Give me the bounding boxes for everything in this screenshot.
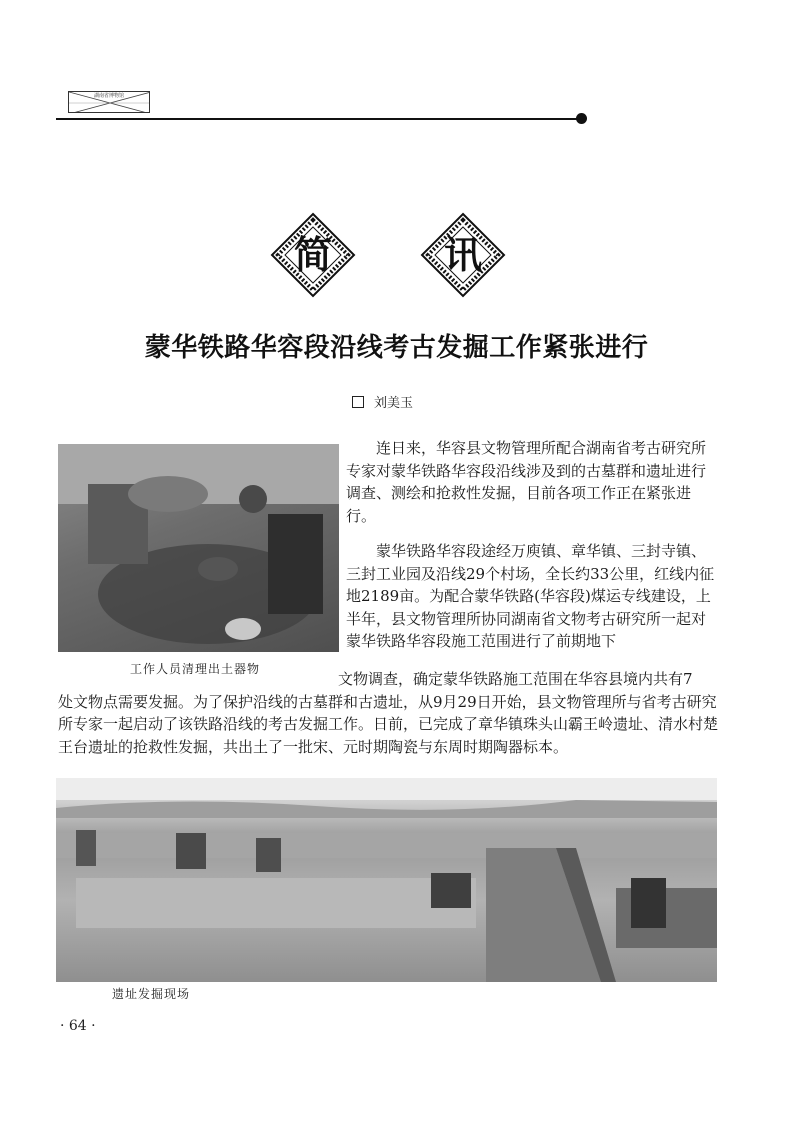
header-box-text: 湖南省博物馆	[93, 93, 124, 99]
section-char-left: 简	[293, 232, 332, 277]
section-badge-left	[270, 212, 356, 298]
paragraph-1: 连日来，华容县文物管理所配合湖南省考古研究所专家对蒙华铁路华容段沿线涉及到的古墓群和遗址进行调查、测绘和抢救性发掘，目前各项工作正在紧张进行。	[346, 439, 707, 525]
article-title: 蒙华铁路华容段沿线考古发掘工作紧张进行	[144, 333, 649, 363]
photo-placeholder-graphic	[56, 778, 717, 982]
photo-excavation-site	[56, 778, 717, 982]
paragraph-2: 蒙华铁路华容段途经万庾镇、章华镇、三封寺镇、三封工业园及沿线29个村场，全长约33公里，红线内征地2189亩。为配合蒙华铁路(华容段)煤运专线建设，上半年，县文物管理所协同湖南省文物考古研究所一起对蒙华铁路华容段施工范围进行了前期地下	[346, 542, 715, 650]
section-badge-right	[420, 212, 506, 298]
header-ornament	[68, 91, 150, 113]
author-name: 刘美玉	[374, 396, 414, 411]
paragraph-2-continued-line: 文物调查，确定蒙华铁路施工范围在华容县境内共有7	[338, 670, 693, 688]
square-bullet-icon	[352, 396, 364, 408]
paragraph-2-continued	[58, 668, 718, 758]
photo-workers-cleaning-artifacts	[58, 444, 339, 652]
byline	[352, 392, 413, 411]
photo-placeholder-graphic	[58, 444, 339, 652]
figure-caption-2: 遗址发掘现场	[112, 987, 191, 1001]
header-rule	[56, 118, 580, 120]
section-char-right: 讯	[443, 232, 482, 277]
paragraph-2-continued-rest: 处文物点需要发掘。为了保护沿线的古墓群和古遗址，从9月29日开始，县文物管理所与省考古研究所专家一起启动了该铁路沿线的考古发掘工作。日前，已完成了章华镇珠头山霸王岭遗址、清水村楚王台遗址的抢救性发掘，共出土了一批宋、元时期陶瓷与东周时期陶器标本。	[58, 692, 719, 756]
header-rule-dot	[576, 113, 587, 124]
page-number: · 64 ·	[60, 1018, 96, 1034]
figure-caption-1: 工作人员清理出土器物	[130, 662, 261, 676]
